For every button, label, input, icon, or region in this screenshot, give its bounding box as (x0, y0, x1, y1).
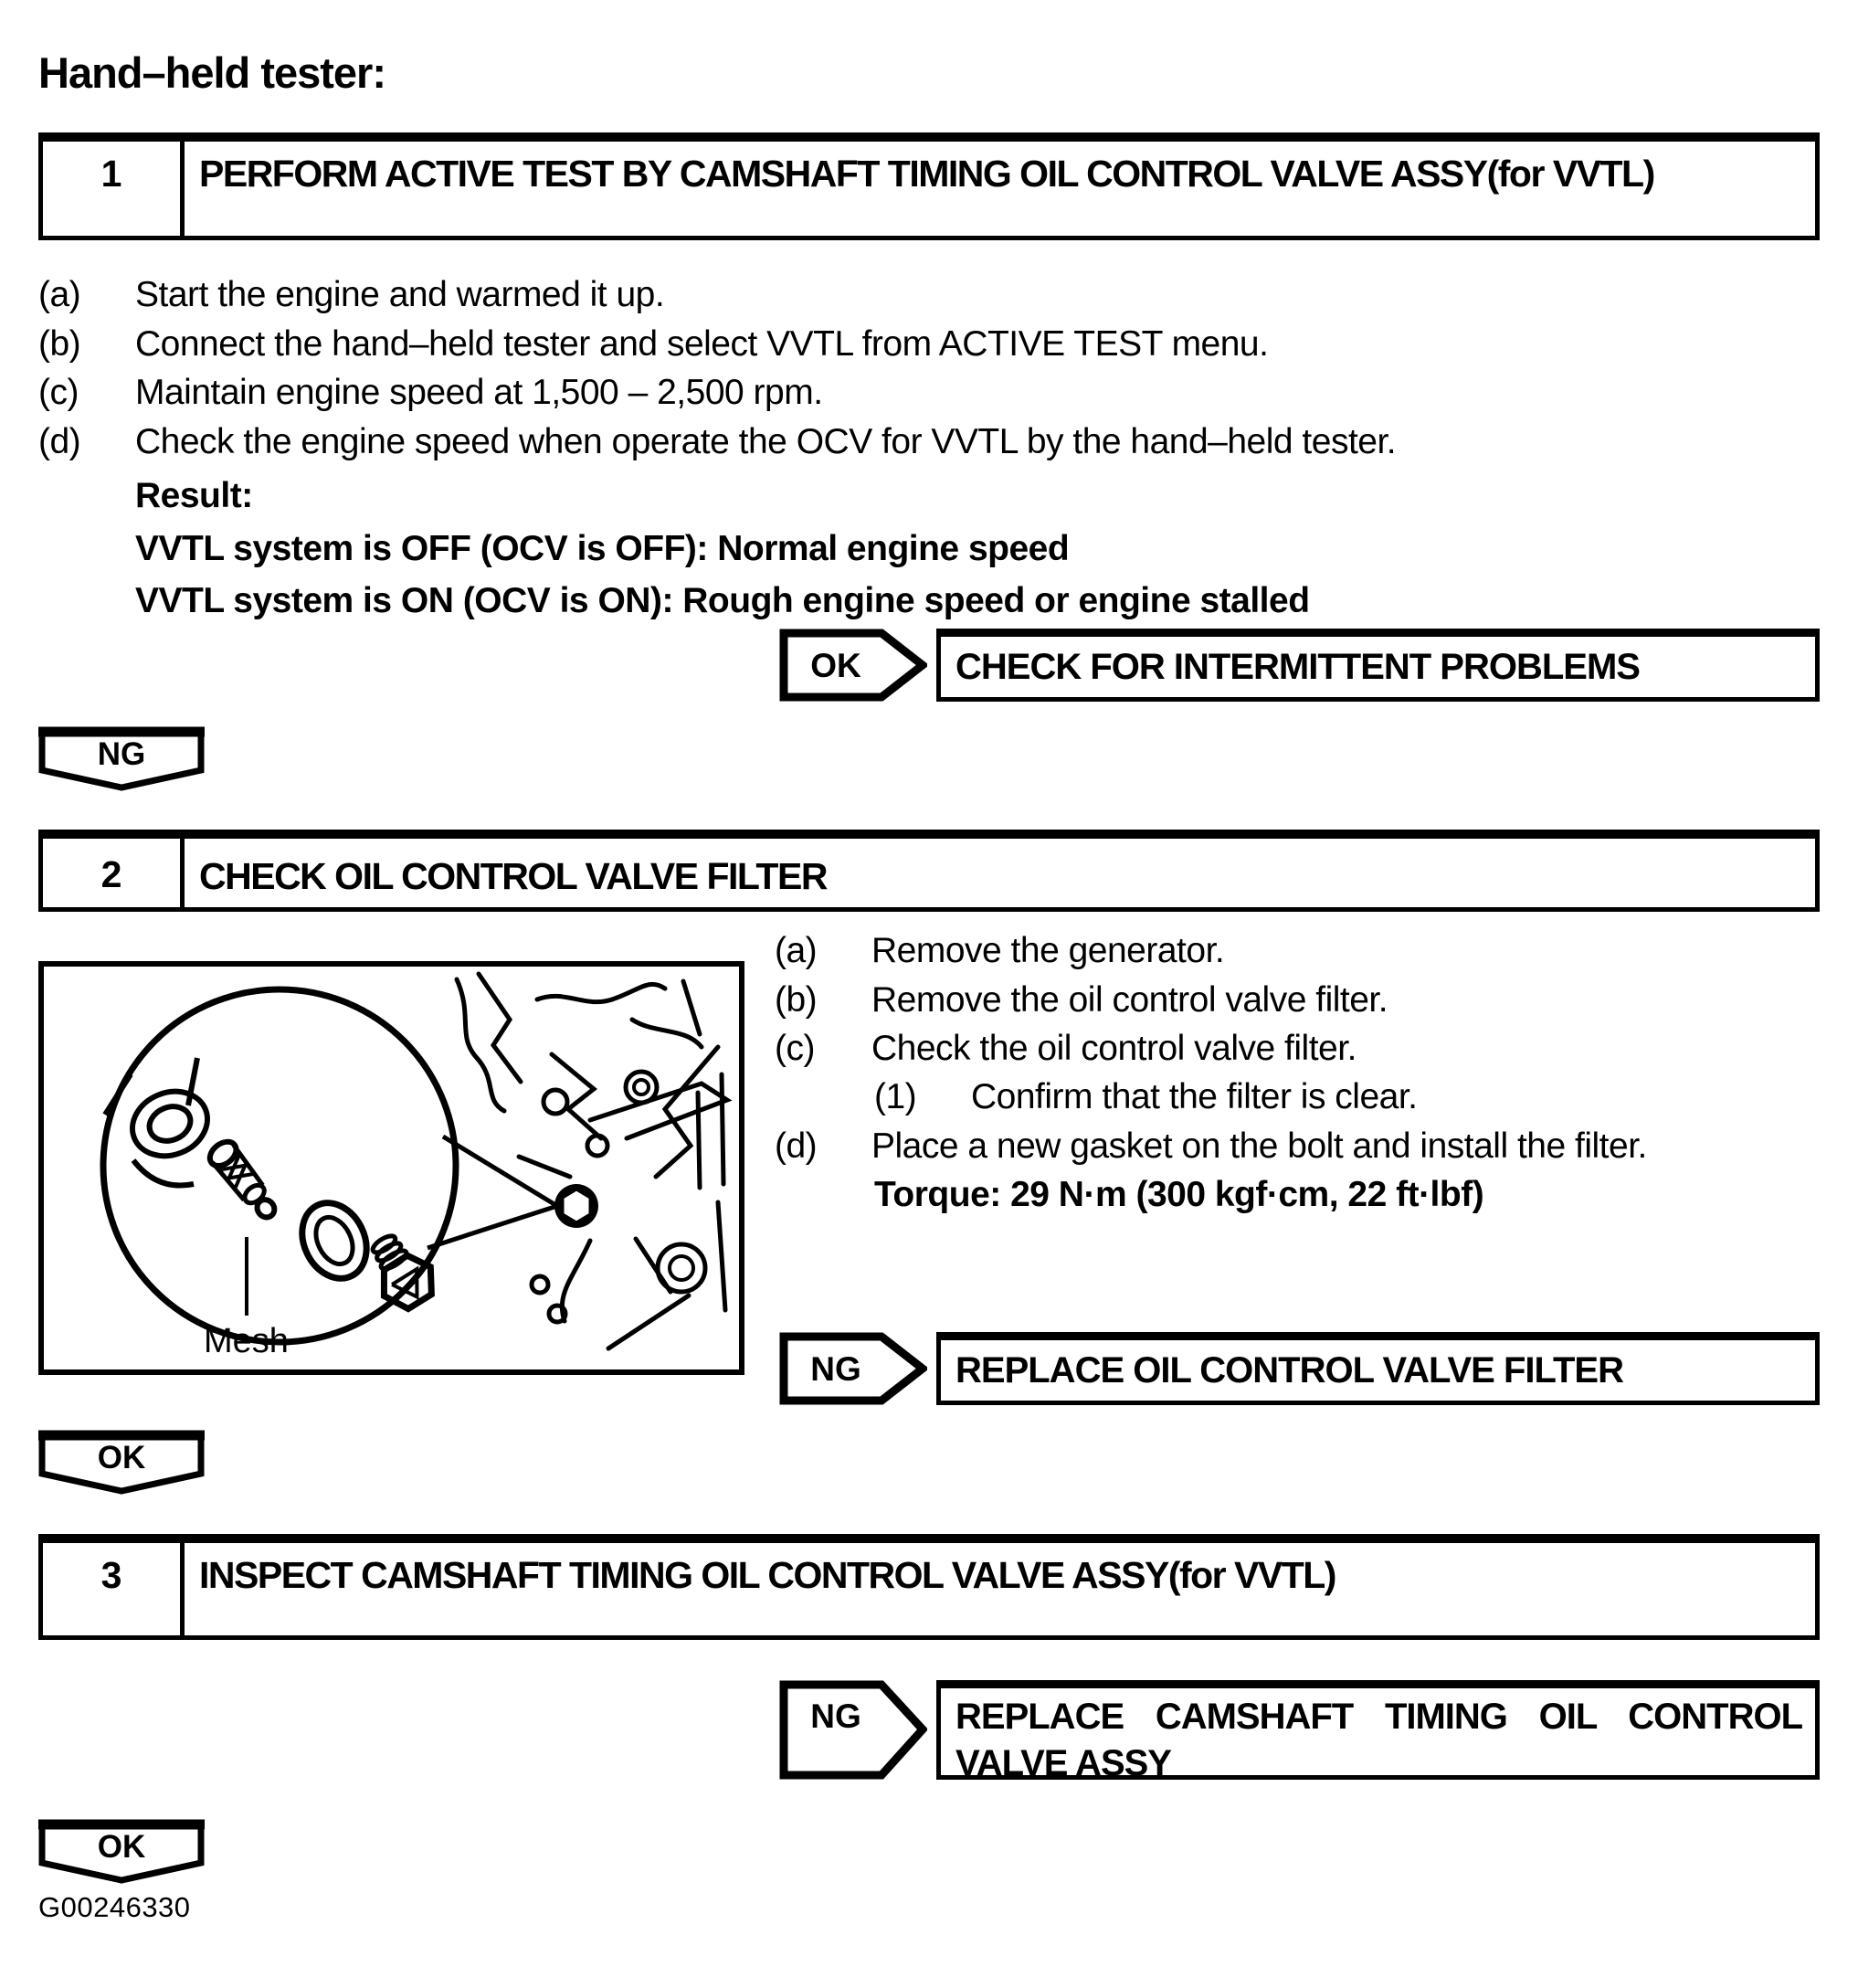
list-item-text: Place a new gasket on the bolt and install the filter. (871, 1126, 1647, 1166)
ok-arrow-connector (779, 629, 927, 702)
figure-frame (38, 961, 744, 1375)
step1-number: 1 (43, 142, 185, 236)
torque-spec: Torque: 29 N·m (300 kgf·cm, 22 ft·lbf) (874, 1175, 1484, 1214)
ng-arrow-icon (779, 1680, 927, 1780)
list-item (38, 368, 1774, 418)
action-check-intermittent: CHECK FOR INTERMITTENT PROBLEMS (936, 629, 1820, 702)
list-item (38, 270, 1774, 320)
list-item-label: (c) (38, 373, 79, 412)
step2-header-box (38, 830, 1820, 912)
list-item-label: (b) (38, 324, 81, 364)
page-title: Hand–held tester: (38, 48, 385, 97)
action-replace-filter: REPLACE OIL CONTROL VALVE FILTER (936, 1332, 1820, 1405)
result-line-off: VVTL system is OFF (OCV is OFF): Normal engine speed (135, 529, 1070, 568)
list-item (38, 320, 1774, 369)
list-item-text: Check the oil control valve filter. (871, 1029, 1357, 1068)
step2-heading: CHECK OIL CONTROL VALVE FILTER (199, 855, 827, 897)
ok-arrow-label: OK (810, 647, 861, 684)
ok-flag-label: OK (97, 1829, 146, 1865)
step2-number: 2 (43, 839, 185, 907)
ng-flag-icon (38, 726, 205, 792)
ng-arrow-connector (779, 1680, 927, 1780)
step1-header-box (38, 132, 1820, 240)
ok-flag-connector (38, 1819, 205, 1885)
ok-flag-connector (38, 1430, 205, 1496)
ok-arrow-icon (779, 629, 927, 702)
step3-heading: INSPECT CAMSHAFT TIMING OIL CONTROL VALVE ASSY(for VVTL) (199, 1554, 1335, 1596)
list-item-label: (a) (775, 931, 818, 970)
action-replace-ocv-assy: REPLACE CAMSHAFT TIMING OIL CONTROL VALVE ASSY (936, 1680, 1820, 1780)
list-subitem (874, 1073, 1824, 1122)
list-item-label: (b) (775, 980, 818, 1020)
list-item-text: Maintain engine speed at 1,500 – 2,500 rpm. (135, 373, 823, 412)
list-item-label: (c) (775, 1029, 815, 1068)
list-item-text: Remove the oil control valve filter. (871, 980, 1388, 1020)
step3-header-box (38, 1534, 1820, 1640)
list-item-label: (1) (874, 1077, 917, 1116)
list-item (775, 1122, 1825, 1171)
list-item-label: (d) (775, 1126, 818, 1166)
step3-number: 3 (43, 1543, 185, 1635)
figure-code: G00246330 (38, 1891, 191, 1923)
filter-location-bolt-icon (554, 1184, 598, 1228)
list-item-text: Remove the generator. (871, 931, 1225, 970)
ng-arrow-connector (779, 1332, 927, 1405)
ng-flag-label: NG (97, 736, 146, 772)
list-item (775, 1024, 1825, 1073)
list-item-text: Confirm that the filter is clear. (971, 1077, 1418, 1116)
step1-heading: PERFORM ACTIVE TEST BY CAMSHAFT TIMING OIL CONTROL VALVE ASSY(for VVTL) (199, 153, 1654, 195)
list-item (775, 976, 1825, 1025)
list-item (38, 418, 1774, 467)
ng-arrow-label: NG (810, 1697, 861, 1735)
list-item-text: Start the engine and warmed it up. (135, 275, 665, 314)
list-item-label: (a) (38, 275, 81, 314)
figure-illustration (44, 967, 739, 1369)
result-line-on: VVTL system is ON (OCV is ON): Rough engine speed or engine stalled (135, 581, 1310, 620)
ok-flag-icon (38, 1430, 205, 1496)
list-item-label: (d) (38, 422, 81, 461)
ok-flag-icon (38, 1819, 205, 1885)
ok-flag-label: OK (97, 1440, 146, 1475)
mesh-label: Mesh (204, 1322, 289, 1360)
list-item-text: Check the engine speed when operate the OCV for VVTL by the hand–held tester. (135, 422, 1397, 461)
result-label: Result: (135, 476, 253, 515)
ng-arrow-icon (779, 1332, 927, 1405)
list-item-text: Connect the hand–held tester and select VVTL from ACTIVE TEST menu. (135, 324, 1269, 364)
ng-arrow-label: NG (810, 1350, 861, 1388)
ng-flag-connector (38, 726, 205, 792)
list-item (775, 926, 1825, 976)
